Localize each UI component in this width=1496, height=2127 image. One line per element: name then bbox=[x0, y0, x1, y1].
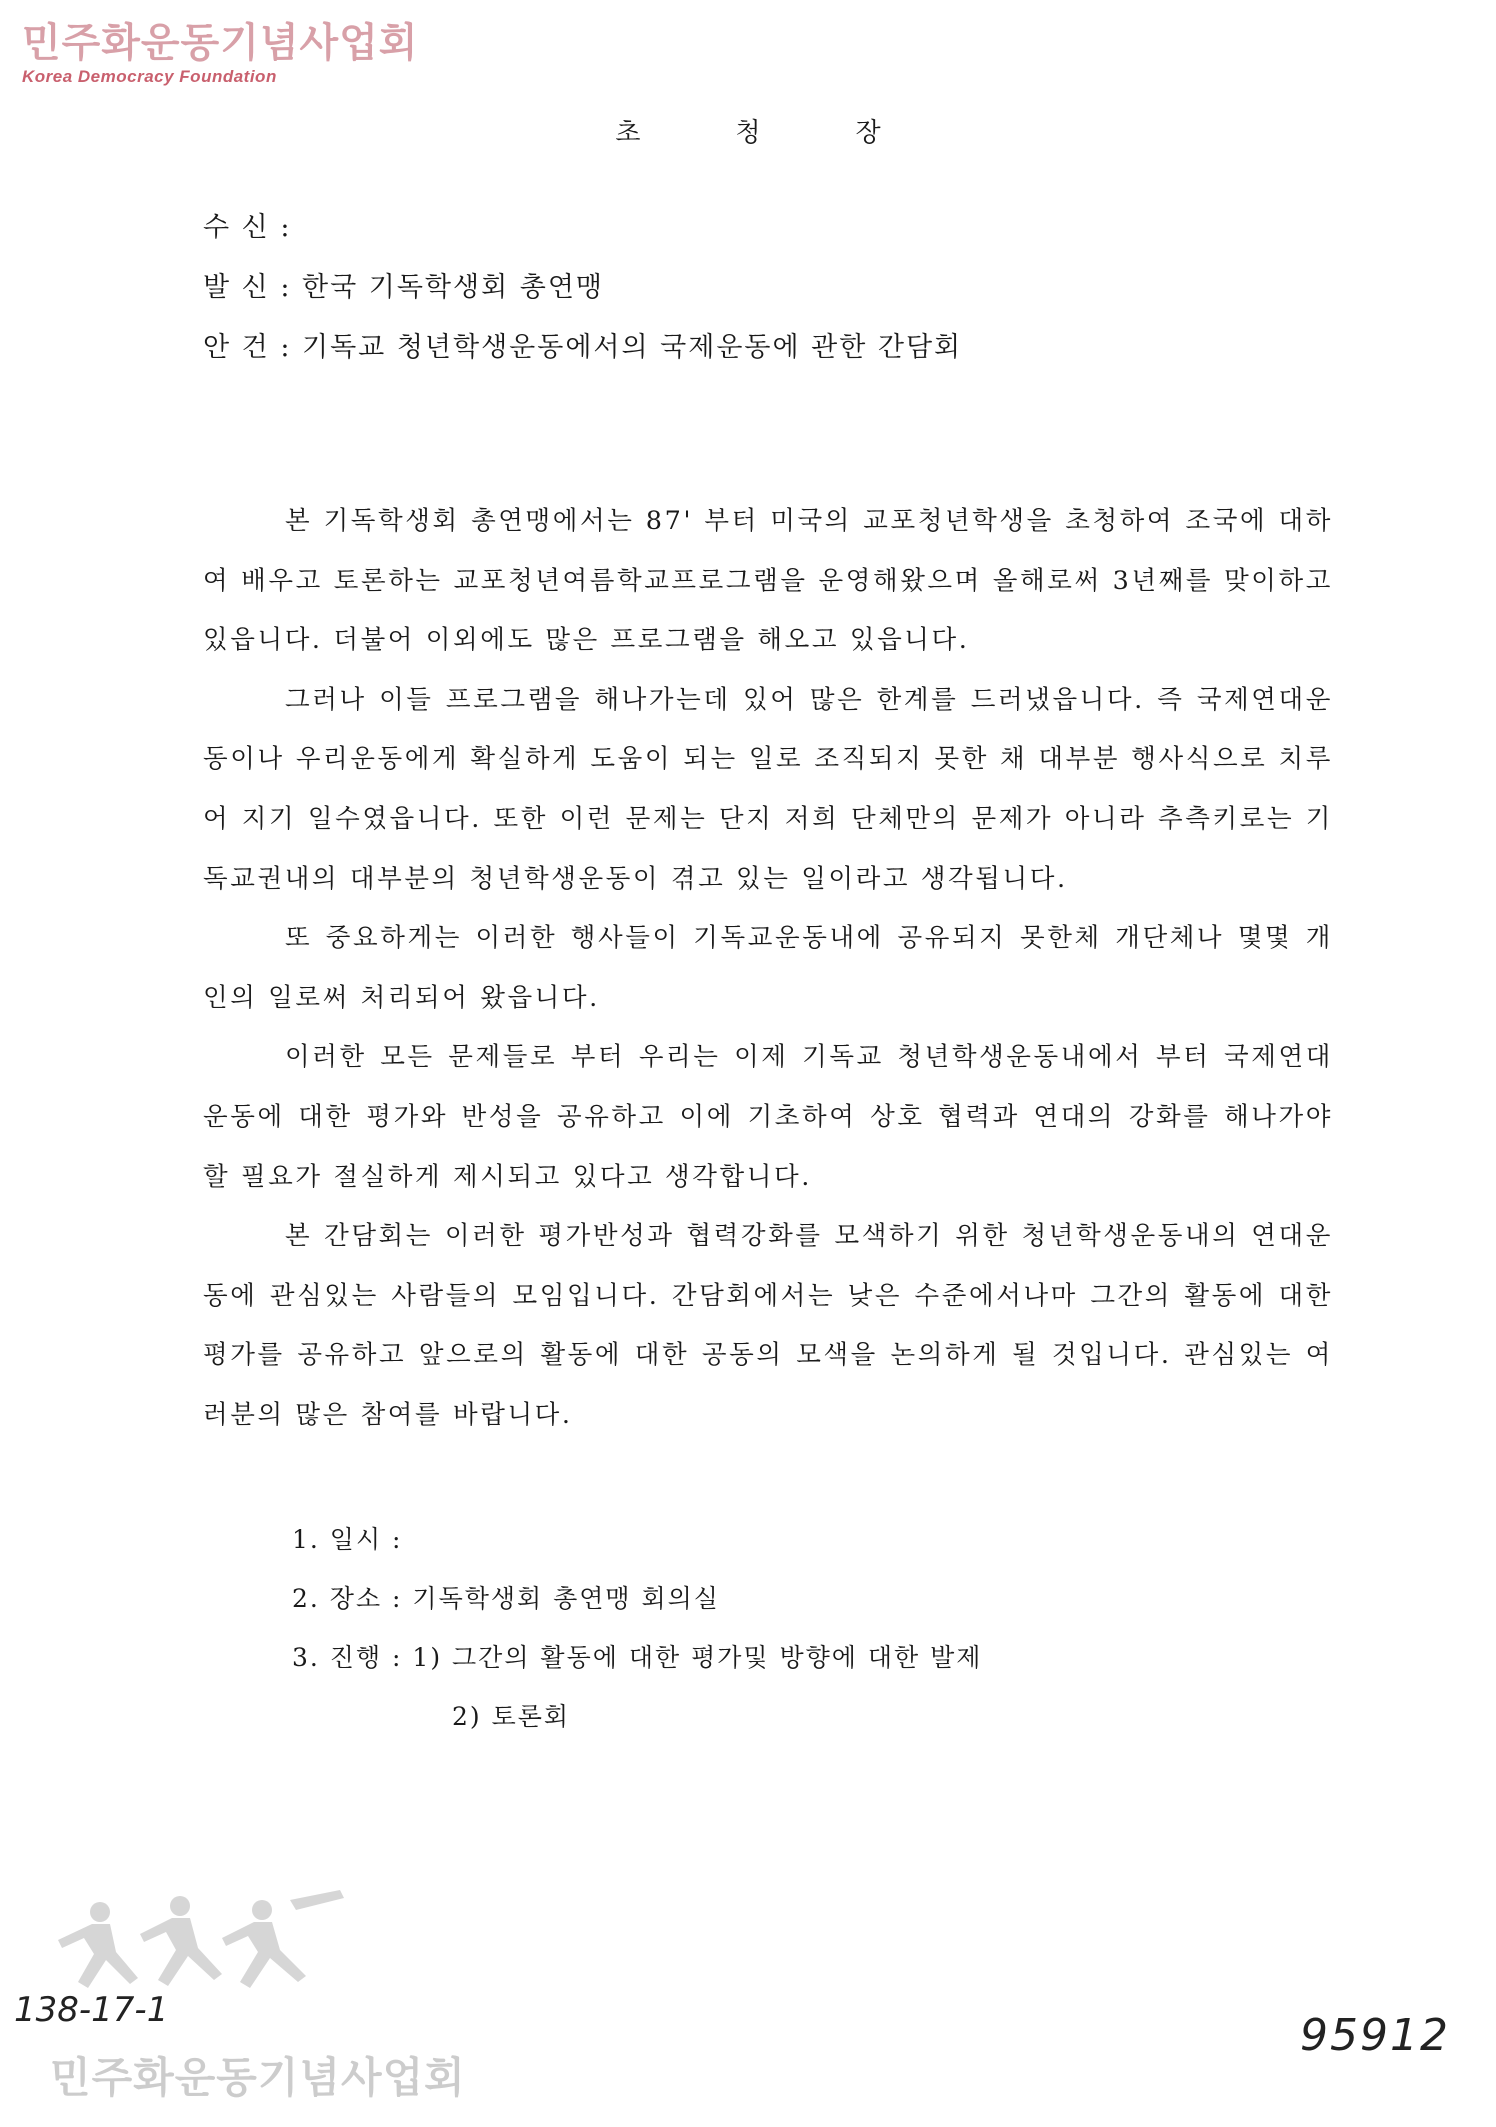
letter-body bbox=[203, 492, 1333, 1446]
subject-line: 안 건 : 기독교 청년학생운동에서의 국제운동에 관한 간담회 bbox=[203, 332, 963, 363]
body-paragraph: 본 간담회는 이러한 평가반성과 협력강화를 모색하기 위한 청년학생운동내의 연대운동에 관심있는 사람들의 모임입니다. 간담회에서는 낮은 수준에서나마 그간의 활동에 대한 평가를 공유하고 앞으로의 활동에 대한 공동의 모색을 논의하게 될 것입니다. 관심있는 여러분의 많은 참여를 바랍니다. bbox=[203, 1221, 1333, 1430]
body-paragraph: 그러나 이들 프로그램을 해나가는데 있어 많은 한계를 드러냈읍니다. 즉 국제연대운동이나 우리운동에게 확실하게 도움이 되는 일로 조직되지 못한 채 대부분 행사식으로 치루어 지기 일수였읍니다. 또한 이런 문제는 단지 저희 단체만의 문제가 아니라 추측키로는 기독교권내의 대부분의 청년학생운동이 겪고 있는 일이라고 생각됩니다. bbox=[203, 684, 1333, 894]
handwritten-document-number: 95912 bbox=[1300, 2010, 1450, 2061]
handwritten-archive-code: 138-17-1 bbox=[14, 1990, 169, 2030]
event-details-list bbox=[292, 1510, 982, 1746]
foundation-watermark-bottom: 민주화운동기념사업회 bbox=[50, 2053, 466, 2102]
event-date-item: 1. 일시 : bbox=[292, 1525, 403, 1554]
body-paragraph: 이러한 모든 문제들로 부터 우리는 이제 기독교 청년학생운동내에서 부터 국제연대운동에 대한 평가와 반성을 공유하고 이에 기초하여 상호 협력과 연대의 강화를 해나가야 할 필요가 절실하게 제시되고 있다고 생각합니다. bbox=[203, 1042, 1333, 1192]
sender-line: 발 신 : 한국 기독학생회 총연맹 bbox=[203, 272, 604, 303]
document-title: 초청장 bbox=[615, 118, 976, 148]
watermark-org-english: Korea Democracy Foundation bbox=[22, 67, 277, 86]
foundation-watermark-top bbox=[22, 20, 418, 88]
recipient-line: 수 신 : bbox=[203, 212, 292, 243]
body-paragraph: 또 중요하게는 이러한 행사들이 기독교운동내에 공유되지 못한체 개단체나 몇몇 개인의 일로써 처리되어 왔읍니다. bbox=[203, 923, 1333, 1013]
event-place-item: 2. 장소 : 기독학생회 총연맹 회의실 bbox=[292, 1584, 720, 1613]
event-program-subitem: 2) 토론회 bbox=[452, 1702, 571, 1731]
event-program-item: 3. 진행 : 1) 그간의 활동에 대한 평가및 방향에 대한 발제 bbox=[292, 1643, 983, 1672]
watermark-org-korean: 민주화운동기념사업회 bbox=[22, 20, 419, 66]
body-paragraph: 본 기독학생회 총연맹에서는 87' 부터 미국의 교포청년학생을 초청하여 조국에 대하여 배우고 토론하는 교포청년여름학교프로그램을 운영해왔으며 올해로써 3년째를 맞이하고 있읍니다. 더불어 이외에도 많은 프로그램을 해오고 있읍니다. bbox=[203, 506, 1333, 656]
